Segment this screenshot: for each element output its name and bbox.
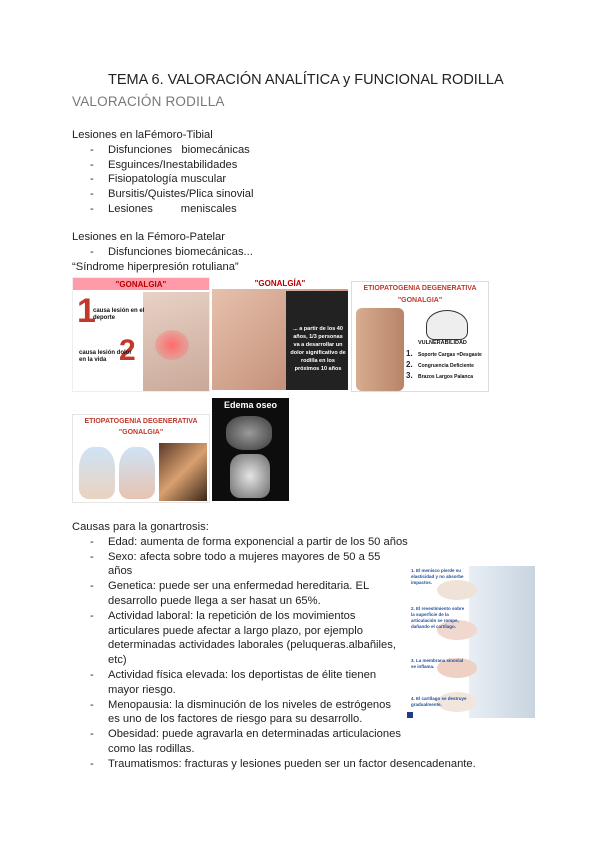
list-item: - Edad: aumenta de forma exponencial a partir de los 50 años (72, 535, 472, 550)
list-item: - Disfunciones biomecánicas (72, 143, 254, 158)
list-item: - Esguinces/Inestabilidades (72, 158, 254, 173)
knee-arthritis-diagram: 1. El menisco pierde su elasticidad y no absorbe impactos. 2. El revestimiento sobre la superficie de la articulación se rompe, dañando el cartílago. 3. La membrana sinovial se inflama. 4. El cartílago se destruye gradualmente. (407, 566, 535, 718)
list-item: - Actividad física elevada: los deportistas de élite tienen mayor riesgo. (72, 668, 472, 698)
section-femoro-tibial (72, 128, 254, 217)
list-item: - Menopausia: la disminución de los niveles de estrógenos es uno de los factores de riesgo para su desarrollo. (72, 698, 472, 728)
section-femoro-patelar (72, 230, 253, 274)
list-item: - Fisiopatología muscular (72, 172, 254, 187)
list-item: - Bursitis/Quistes/Plica sinovial (72, 187, 254, 202)
etiopatogenia-image-2: ETIOPATOGENIA DEGENERATIVA "GONALGIA" (72, 414, 210, 503)
section-heading: Causas para la gonartrosis: (72, 521, 209, 533)
edema-oseo-image: Edema oseo (212, 398, 289, 501)
etiopatogenia-image-1: ETIOPATOGENIA DEGENERATIVA "GONALGIA" VULNERABILIDAD 1. 2. 3. Soporte Cargas =Desgaste Congruencia Deficiente Brazos Largos Palanca (351, 281, 489, 392)
gonalgia-image-2: "GONALGÍA" ... a partir de los 40 años, 1/3 personas va a desarrollar un dolor significativo de rodilla en los próximos 10 años (212, 277, 348, 390)
section-heading: Lesiones en la Fémoro-Patelar (72, 231, 225, 243)
lesion-list (72, 245, 253, 260)
list-item: - Lesiones meniscales (72, 202, 254, 217)
list-item: - Actividad laboral: la repetición de los movimientos articulares puede afectar a largo plazo, por ejemplo determinadas actividades laborales (peluqueras.albañiles, etc) (72, 609, 472, 668)
quote: “Síndrome hiperpresión rotuliana” (72, 260, 239, 273)
list-item: - Disfunciones biomecánicas... (72, 245, 253, 260)
causes-list (72, 535, 476, 772)
page-subtitle: VALORACIÓN RODILLA (72, 94, 225, 109)
list-item: - Traumatismos: fracturas y lesiones pueden ser un factor desencadenante. (72, 757, 472, 772)
list-item: - Sexo: afecta sobre todo a mujeres mayores de 50 a 55 años (72, 550, 472, 580)
list-item: - Genetica: puede ser una enfermedad hereditaria. EL desarrollo puede llega a ser hasat un 65%. (72, 579, 472, 609)
list-item: - Obesidad: puede agravarla en determinadas articulaciones como las rodillas. (72, 727, 472, 757)
page-title: TEMA 6. VALORACIÓN ANALÍTICA y FUNCIONAL RODILLA (108, 72, 504, 88)
gonalgia-image-1: "GONALGIA" 1 causa lesión en el deporte 2 causa lesión dolor en la vida (72, 277, 210, 392)
section-gonartrosis (72, 520, 476, 772)
lesion-list (72, 143, 254, 217)
section-heading: Lesiones en laFémoro-Tibial (72, 129, 213, 141)
